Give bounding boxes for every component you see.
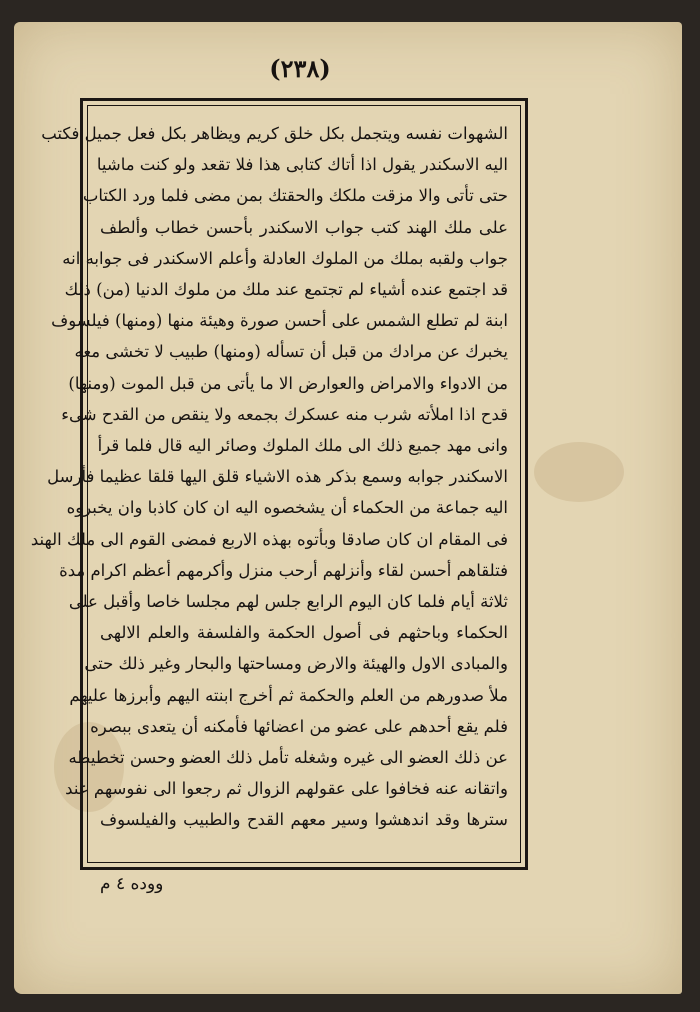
text-line: الاسكندر جوابه وسمع بذكر هذه الاشياء قلق اليها قلقا عظيما فأرسل	[47, 467, 508, 487]
paper-stain	[534, 442, 624, 502]
text-line: جواب ولقبه بملك من الملوك العادلة وأعلم الاسكندر فى جوابه انه	[62, 248, 508, 268]
text-line: حتى تأتى والا مزقت ملكك والحقتك بمن مضى فلما ورد الكتاب	[82, 186, 508, 206]
text-line: ابنة لم تطلع الشمس على أحسن صورة وهيئة منها (ومنها) فيلسوف	[51, 311, 508, 331]
text-frame	[30, 98, 528, 870]
text-line: عن ذلك العضو الى غيره وشغله تأمل ذلك العضو وحسن تخطيطه	[68, 748, 508, 768]
page-number: (٢٣٨)	[269, 54, 331, 83]
text-line: يخبرك عن مرادك من قبل أن تسأله (ومنها) طبيب لا تخشى معه	[74, 342, 508, 362]
text-line: وانى مهد جميع ذلك الى ملك الملوك وصائر اليه قال فلما قرأ	[97, 436, 508, 456]
text-frame-inner	[30, 105, 521, 863]
text-line: الشهوات نفسه ويتجمل بكل خلق كريم ويظاهر بكل فعل جميل فكتب	[41, 124, 508, 143]
text-line: فى المقام ان كان صادقا وبأتوه بهذه الاربع فمضى القوم الى ملك الهند	[30, 529, 508, 549]
text-line: فلم يقع أحدهم على عضو من اعضائها فأمكنه أن يتعدى ببصره	[90, 716, 508, 736]
text-line: واتقانه عنه فخافوا على عقولهم الزوال ثم رجعوا الى نفوسهم عند	[65, 779, 508, 799]
text-line: اليه الاسكندر يقول اذا أتاك كتابى هذا فلا تقعد ولو كنت ماشيا	[96, 155, 508, 175]
text-line: قد اجتمع عنده أشياء لم تجتمع عند ملك من ملوك الدنيا (من) ذلك	[64, 280, 508, 300]
text-line: قدح اذا املأته شرب منه عسكرك بجمعه ولا ينقص من القدح شىء	[61, 404, 508, 424]
text-line: الحكماء وباحثهم فى أصول الحكمة والفلسفة والعلم الالهى	[100, 623, 508, 643]
text-line: اليه جماعة من الحكماء أن يشخصوه اليه ان كان كاذبا وان يخبروه	[66, 498, 508, 518]
text-line: والمبادى الاول والهيئة والارض ومساحتها والبحار وغير ذلك حتى	[84, 654, 508, 674]
text-line: على ملك الهند كتب جواب الاسكندر بأحسن خطاب وألطف	[100, 217, 508, 237]
text-line: سترها وقد اندهشوا وسير معهم القدح والطبيب والفيلسوف	[100, 810, 508, 830]
text-line: فتلقاهم أحسن لقاء وأنزلهم أرحب منزل وأكرمهم أعظم اكرام مدة	[59, 560, 508, 580]
text-line: ثلاثة أيام فلما كان اليوم الرابع جلس لهم مجلسا خاصا وأقبل على	[68, 592, 508, 612]
text-line: من الادواء والامراض والعوارض الا ما يأتى من قبل الموت (ومنها)	[68, 373, 508, 393]
footnote: ووده ٤ م	[100, 874, 164, 894]
body-text	[30, 118, 508, 854]
text-line: ملأ صدورهم من العلم والحكمة ثم أخرج ابنته اليهم وأبرزها عليهم	[69, 685, 508, 705]
